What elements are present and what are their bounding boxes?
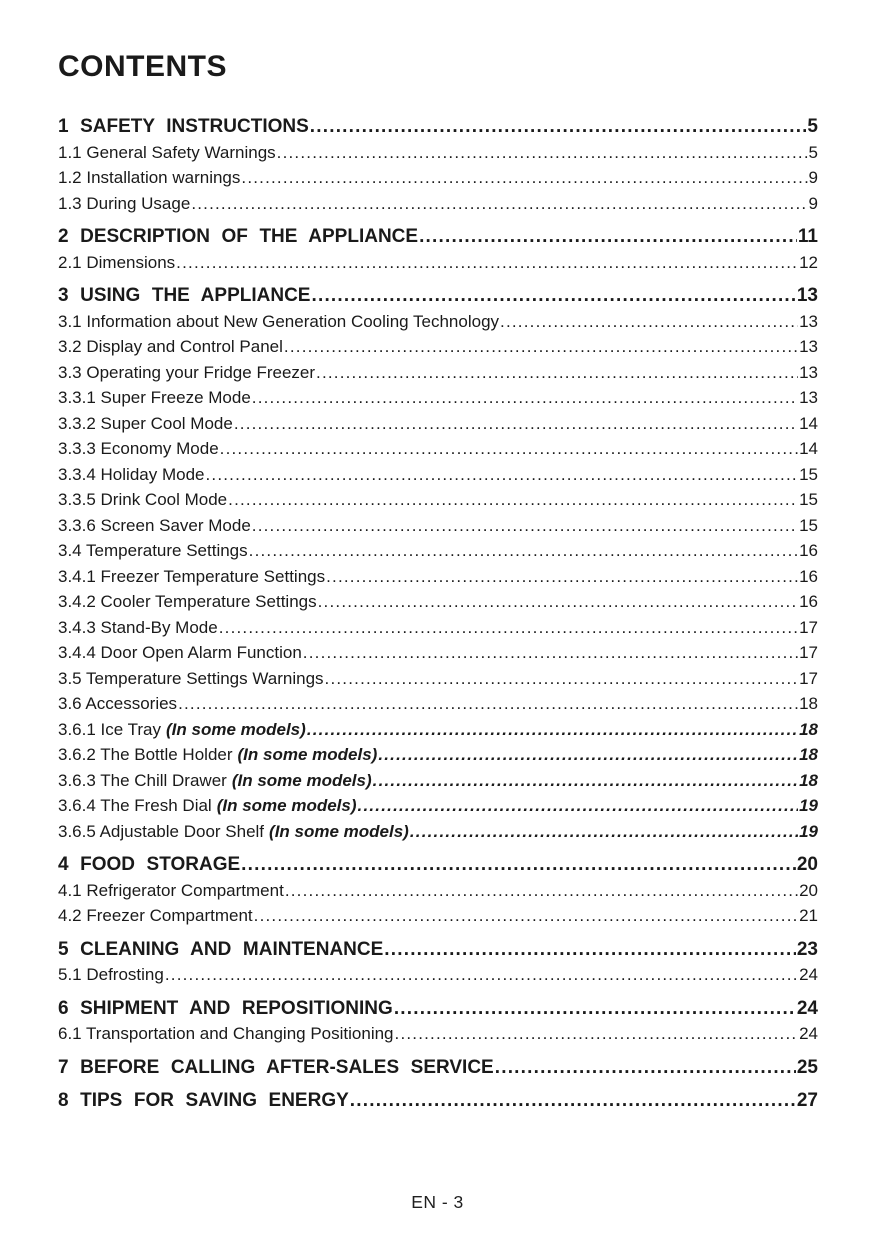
toc-entry-text: 1.3 During Usage xyxy=(58,193,191,213)
toc-dot-leader xyxy=(310,114,807,140)
toc-entry-suffix: (In some models) xyxy=(269,821,409,841)
toc-entry-text: 3.6.3 The Chill Drawer xyxy=(58,770,227,790)
toc-entry-page-number: 16 xyxy=(799,592,818,611)
toc-entry-text: 2 DESCRIPTION OF THE APPLIANCE xyxy=(58,226,419,247)
toc-entry xyxy=(58,436,818,462)
toc-entry-label xyxy=(58,436,219,462)
toc-entry-label xyxy=(58,717,306,743)
toc-dot-leader xyxy=(205,462,798,488)
toc-entry-page-number: 16 xyxy=(799,566,818,586)
toc-dot-leader xyxy=(358,793,799,819)
toc-entry-page-number: 18 xyxy=(799,719,818,739)
toc-entry-text: 3.1 Information about New Generation Cooling Technology xyxy=(58,311,500,331)
toc-entry-label xyxy=(58,852,240,878)
toc-entry xyxy=(58,666,818,692)
toc-dot-leader xyxy=(373,768,798,794)
toc-entry-label xyxy=(58,462,204,488)
toc-entry-page-number: 12 xyxy=(799,252,818,272)
toc-entry-text: 3.6 Accessories xyxy=(58,694,178,713)
toc-dot-leader xyxy=(394,996,796,1022)
toc-entry-text: 3.3 Operating your Fridge Freezer xyxy=(58,362,316,382)
toc-dot-leader xyxy=(254,903,798,929)
toc-entry-text: 4.2 Freezer Compartment xyxy=(58,906,253,925)
toc-entry-page-number: 18 xyxy=(799,770,818,790)
toc-entry xyxy=(58,937,818,963)
toc-dot-leader xyxy=(220,436,798,462)
toc-entry-text: 7 BEFORE CALLING AFTER-SALES SERVICE xyxy=(58,1056,494,1078)
toc-entry xyxy=(58,1055,818,1081)
toc-dot-leader xyxy=(176,250,798,276)
toc-entry xyxy=(58,742,818,768)
toc-entry-text: 3.5 Temperature Settings Warnings xyxy=(58,668,324,688)
toc-entry-label xyxy=(58,1021,394,1047)
toc-entry-page-number: 11 xyxy=(797,226,818,247)
toc-entry-label xyxy=(58,640,302,666)
toc-dot-leader xyxy=(241,165,807,191)
toc-entry xyxy=(58,878,818,904)
toc-entry-label xyxy=(58,878,284,904)
toc-entry-label xyxy=(58,819,409,845)
toc-entry-text: 5 CLEANING AND MAINTENANCE xyxy=(58,938,384,960)
toc-entry xyxy=(58,140,818,166)
toc-entry-label xyxy=(58,191,190,217)
toc-entry xyxy=(58,411,818,437)
toc-dot-leader xyxy=(350,1088,796,1114)
toc-entry-page-number: 17 xyxy=(799,617,818,637)
toc-entry-text: 3.3.5 Drink Cool Mode xyxy=(58,490,228,509)
toc-entry-page-number: 15 xyxy=(799,464,818,484)
toc-entry-page-number: 15 xyxy=(799,515,818,535)
toc-entry-page-number: 25 xyxy=(796,1056,818,1078)
toc-dot-leader xyxy=(311,283,795,309)
toc-entry-suffix: (In some models) xyxy=(237,745,378,764)
toc-entry-text: 6.1 Transportation and Changing Positioning xyxy=(58,1024,394,1043)
toc-dot-leader xyxy=(241,852,796,878)
toc-entry-label xyxy=(58,962,164,988)
toc-entry xyxy=(58,640,818,666)
toc-entry-label xyxy=(58,691,177,717)
toc-entry-label xyxy=(58,742,377,768)
toc-entry-page-number: 27 xyxy=(796,1090,818,1111)
toc-entry-text: 3.3.6 Screen Saver Mode xyxy=(58,515,251,535)
toc-entry-text: 3.4.1 Freezer Temperature Settings xyxy=(58,566,326,586)
toc-entry-text: 6 SHIPMENT AND REPOSITIONING xyxy=(58,997,393,1019)
toc-entry-page-number: 14 xyxy=(799,413,818,433)
toc-dot-leader xyxy=(318,589,798,615)
toc-dot-leader xyxy=(178,691,798,717)
toc-entry-label xyxy=(58,165,240,191)
toc-entry-text: 3 USING THE APPLIANCE xyxy=(58,285,311,306)
toc-dot-leader xyxy=(303,640,798,666)
toc-entry-label xyxy=(58,360,315,386)
toc-dot-leader xyxy=(277,140,808,166)
toc-entry-page-number: 5 xyxy=(808,142,818,162)
toc-entry xyxy=(58,1021,818,1047)
toc-entry-label xyxy=(58,538,248,564)
toc-entry-page-number: 21 xyxy=(799,906,818,925)
toc-dot-leader xyxy=(284,334,798,360)
toc-entry-page-number: 5 xyxy=(807,116,818,137)
toc-entry-page-number: 24 xyxy=(799,965,818,984)
toc-entry-text: 3.4.2 Cooler Temperature Settings xyxy=(58,592,317,611)
toc-entry-text: 1 SAFETY INSTRUCTIONS xyxy=(58,116,309,137)
toc-entry-label xyxy=(58,250,175,276)
toc-entry-label xyxy=(58,615,218,641)
toc-entry-page-number: 16 xyxy=(799,541,818,560)
toc-dot-leader xyxy=(316,360,798,386)
toc-entry-label xyxy=(58,114,309,140)
toc-entry-label xyxy=(58,513,251,539)
toc-entry-label xyxy=(58,224,418,250)
toc-entry-page-number: 14 xyxy=(799,439,818,458)
toc-dot-leader xyxy=(384,937,796,963)
toc-entry xyxy=(58,615,818,641)
toc-entry-text: 1.1 General Safety Warnings xyxy=(58,142,276,162)
toc-entry-page-number: 18 xyxy=(799,694,818,713)
toc-entry xyxy=(58,334,818,360)
toc-entry-page-number: 24 xyxy=(799,1024,818,1043)
page-footer: EN - 3 xyxy=(411,1192,464,1212)
toc-dot-leader xyxy=(378,742,798,768)
toc-dot-leader xyxy=(326,564,798,590)
toc-entry-label xyxy=(58,283,310,309)
toc-dot-leader xyxy=(191,191,807,217)
toc-entry-page-number: 23 xyxy=(796,938,818,960)
toc-entry xyxy=(58,793,818,819)
toc-entry-text: 3.3.4 Holiday Mode xyxy=(58,464,205,484)
page-title: CONTENTS xyxy=(58,50,227,83)
toc-entry-label xyxy=(58,1055,494,1081)
toc-entry xyxy=(58,360,818,386)
toc-entry xyxy=(58,462,818,488)
toc-entry xyxy=(58,564,818,590)
toc-list xyxy=(58,114,818,1114)
toc-entry-suffix: (In some models) xyxy=(216,796,357,815)
toc-entry-page-number: 13 xyxy=(799,362,818,382)
toc-dot-leader xyxy=(495,1055,796,1081)
toc-entry-label xyxy=(58,334,283,360)
toc-entry-text: 2.1 Dimensions xyxy=(58,252,176,272)
toc-entry xyxy=(58,487,818,513)
toc-entry-text: 4.1 Refrigerator Compartment xyxy=(58,880,284,900)
toc-entry-label xyxy=(58,1088,349,1114)
toc-entry-suffix: (In some models) xyxy=(231,770,372,790)
toc-entry-label xyxy=(58,666,324,692)
toc-entry-text: 3.3.3 Economy Mode xyxy=(58,439,219,458)
toc-entry-page-number: 9 xyxy=(808,193,818,213)
toc-entry xyxy=(58,114,818,140)
toc-dot-leader xyxy=(500,309,798,335)
toc-dot-leader xyxy=(252,513,798,539)
toc-entry-page-number: 13 xyxy=(799,311,818,331)
toc-entry-page-number: 15 xyxy=(799,490,818,509)
toc-entry-page-number: 20 xyxy=(796,854,818,875)
toc-entry-label xyxy=(58,487,227,513)
toc-entry-text: 3.6.4 The Fresh Dial xyxy=(58,796,212,815)
toc-entry xyxy=(58,962,818,988)
toc-entry-text: 3.3.2 Super Cool Mode xyxy=(58,413,233,433)
toc-entry xyxy=(58,819,818,845)
toc-entry-label xyxy=(58,140,276,166)
toc-entry-page-number: 17 xyxy=(799,668,818,688)
toc-entry xyxy=(58,1088,818,1114)
toc-entry xyxy=(58,768,818,794)
toc-entry xyxy=(58,224,818,250)
toc-entry xyxy=(58,385,818,411)
toc-dot-leader xyxy=(419,224,797,250)
toc-entry-suffix: (In some models) xyxy=(166,719,306,739)
toc-entry-text: 3.4.4 Door Open Alarm Function xyxy=(58,643,302,662)
toc-dot-leader xyxy=(234,411,798,437)
toc-entry xyxy=(58,513,818,539)
toc-dot-leader xyxy=(307,717,798,743)
toc-entry-text: 8 TIPS FOR SAVING ENERGY xyxy=(58,1090,349,1111)
toc-entry-page-number: 20 xyxy=(799,880,818,900)
toc-entry-label xyxy=(58,309,499,335)
toc-entry xyxy=(58,996,818,1022)
toc-entry-page-number: 18 xyxy=(799,745,818,764)
toc-entry-page-number: 19 xyxy=(799,796,818,815)
toc-entry-label xyxy=(58,564,325,590)
toc-dot-leader xyxy=(228,487,798,513)
toc-entry-text: 5.1 Defrosting xyxy=(58,965,164,984)
toc-entry-text: 3.6.2 The Bottle Holder xyxy=(58,745,233,764)
toc-entry xyxy=(58,691,818,717)
toc-entry-page-number: 13 xyxy=(799,337,818,356)
toc-dot-leader xyxy=(395,1021,799,1047)
toc-entry-text: 3.6.5 Adjustable Door Shelf xyxy=(58,821,265,841)
toc-entry-page-number: 13 xyxy=(799,388,818,407)
toc-dot-leader xyxy=(249,538,798,564)
toc-entry xyxy=(58,165,818,191)
toc-entry xyxy=(58,903,818,929)
toc-entry-text: 3.3.1 Super Freeze Mode xyxy=(58,388,251,407)
toc-entry-text: 4 FOOD STORAGE xyxy=(58,854,241,875)
toc-entry-label xyxy=(58,411,233,437)
toc-entry-page-number: 19 xyxy=(799,821,818,841)
toc-entry-page-number: 24 xyxy=(796,997,818,1019)
toc-entry-page-number: 17 xyxy=(799,643,818,662)
toc-dot-leader xyxy=(219,615,798,641)
toc-dot-leader xyxy=(252,385,798,411)
toc-entry xyxy=(58,717,818,743)
toc-dot-leader xyxy=(285,878,798,904)
toc-entry-label xyxy=(58,903,253,929)
toc-entry-text: 3.4 Temperature Settings xyxy=(58,541,248,560)
toc-entry-label xyxy=(58,385,251,411)
toc-entry-text: 3.2 Display and Control Panel xyxy=(58,337,283,356)
toc-entry xyxy=(58,309,818,335)
toc-entry xyxy=(58,250,818,276)
toc-entry-label xyxy=(58,996,393,1022)
toc-entry-text: 1.2 Installation warnings xyxy=(58,168,241,187)
toc-entry xyxy=(58,852,818,878)
toc-entry xyxy=(58,589,818,615)
toc-entry-label xyxy=(58,768,372,794)
toc-entry-label xyxy=(58,589,317,615)
toc-dot-leader xyxy=(410,819,798,845)
toc-entry-page-number: 9 xyxy=(808,168,818,187)
toc-entry-label xyxy=(58,937,383,963)
toc-entry xyxy=(58,283,818,309)
toc-entry-text: 3.4.3 Stand-By Mode xyxy=(58,617,218,637)
toc-entry xyxy=(58,538,818,564)
toc-entry-text: 3.6.1 Ice Tray xyxy=(58,719,161,739)
toc-dot-leader xyxy=(165,962,798,988)
toc-dot-leader xyxy=(325,666,799,692)
toc-entry-label xyxy=(58,793,357,819)
toc-entry xyxy=(58,191,818,217)
toc-entry-page-number: 13 xyxy=(796,285,818,306)
